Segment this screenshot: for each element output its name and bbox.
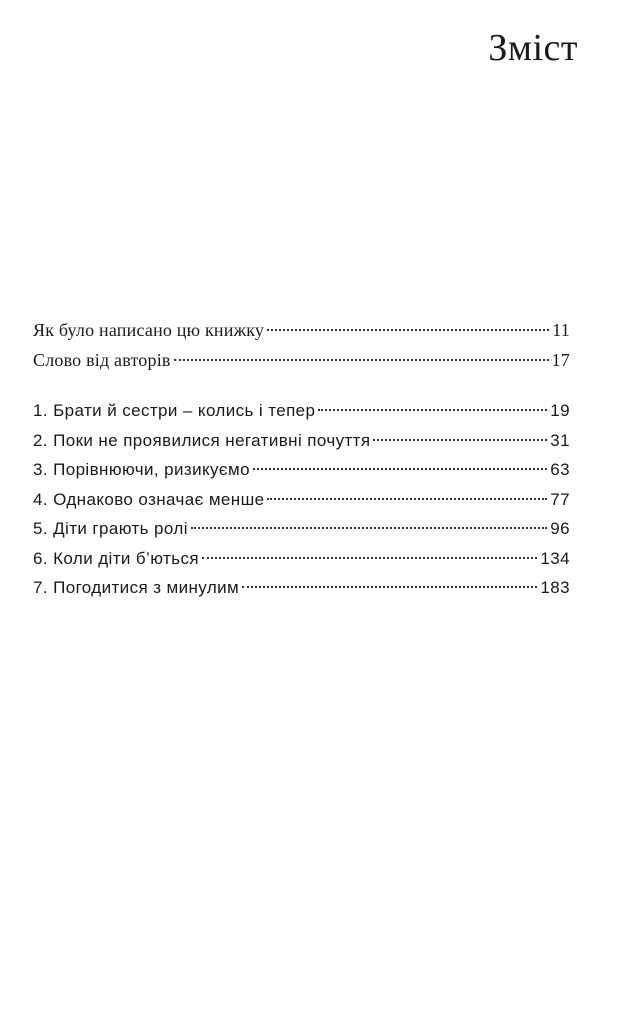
toc-entry-label: 3. Порівнюючи, ризикуємо	[33, 460, 250, 479]
toc-chapters	[33, 396, 570, 603]
toc-entry-page: 96	[550, 519, 570, 538]
toc-entry-label: 7. Погодитися з минулим	[33, 578, 240, 597]
dot-leader	[253, 468, 547, 470]
toc-front-matter	[33, 316, 570, 375]
toc-entry[interactable]	[33, 514, 570, 544]
toc-entry-page: 183	[540, 578, 570, 597]
toc-entry-page: 134	[540, 548, 570, 568]
toc-entry-page: 77	[550, 489, 570, 509]
toc-entry-page: 63	[550, 460, 570, 479]
toc-entry[interactable]	[33, 485, 570, 515]
toc-entry-label: 6. Коли діти б’ються	[33, 548, 199, 568]
toc-entry-label: Слово від авторів	[33, 349, 171, 370]
toc-entry[interactable]	[33, 455, 570, 485]
toc-entry-label: Як було написано цю книжку	[33, 320, 265, 340]
dot-leader	[174, 359, 549, 361]
dot-leader	[267, 329, 549, 331]
toc-entry-page: 31	[550, 430, 570, 450]
toc-entry[interactable]	[33, 316, 570, 346]
dot-leader	[202, 557, 537, 559]
dot-leader	[318, 409, 547, 411]
toc-entry[interactable]	[33, 544, 570, 574]
dot-leader	[191, 527, 547, 529]
dot-leader	[242, 586, 537, 588]
toc-entry-page: 17	[551, 349, 570, 370]
dot-leader	[373, 439, 547, 441]
toc-entry[interactable]	[33, 346, 570, 376]
toc-entry-label: 1. Брати й сестри – колись і тепер	[33, 401, 316, 420]
page-title: Зміст	[488, 27, 578, 69]
toc-entry[interactable]	[33, 573, 570, 603]
toc-entry-page: 19	[550, 401, 570, 420]
toc-entry[interactable]	[33, 426, 570, 456]
toc-entry-label: 5. Діти грають ролі	[33, 519, 188, 538]
dot-leader	[267, 498, 547, 500]
toc-entry-label: 2. Поки не проявилися негативні почуття	[33, 430, 371, 450]
toc-entry-page: 11	[552, 320, 570, 340]
toc-entry[interactable]	[33, 396, 570, 426]
toc-entry-label: 4. Однаково означає менше	[33, 489, 265, 509]
